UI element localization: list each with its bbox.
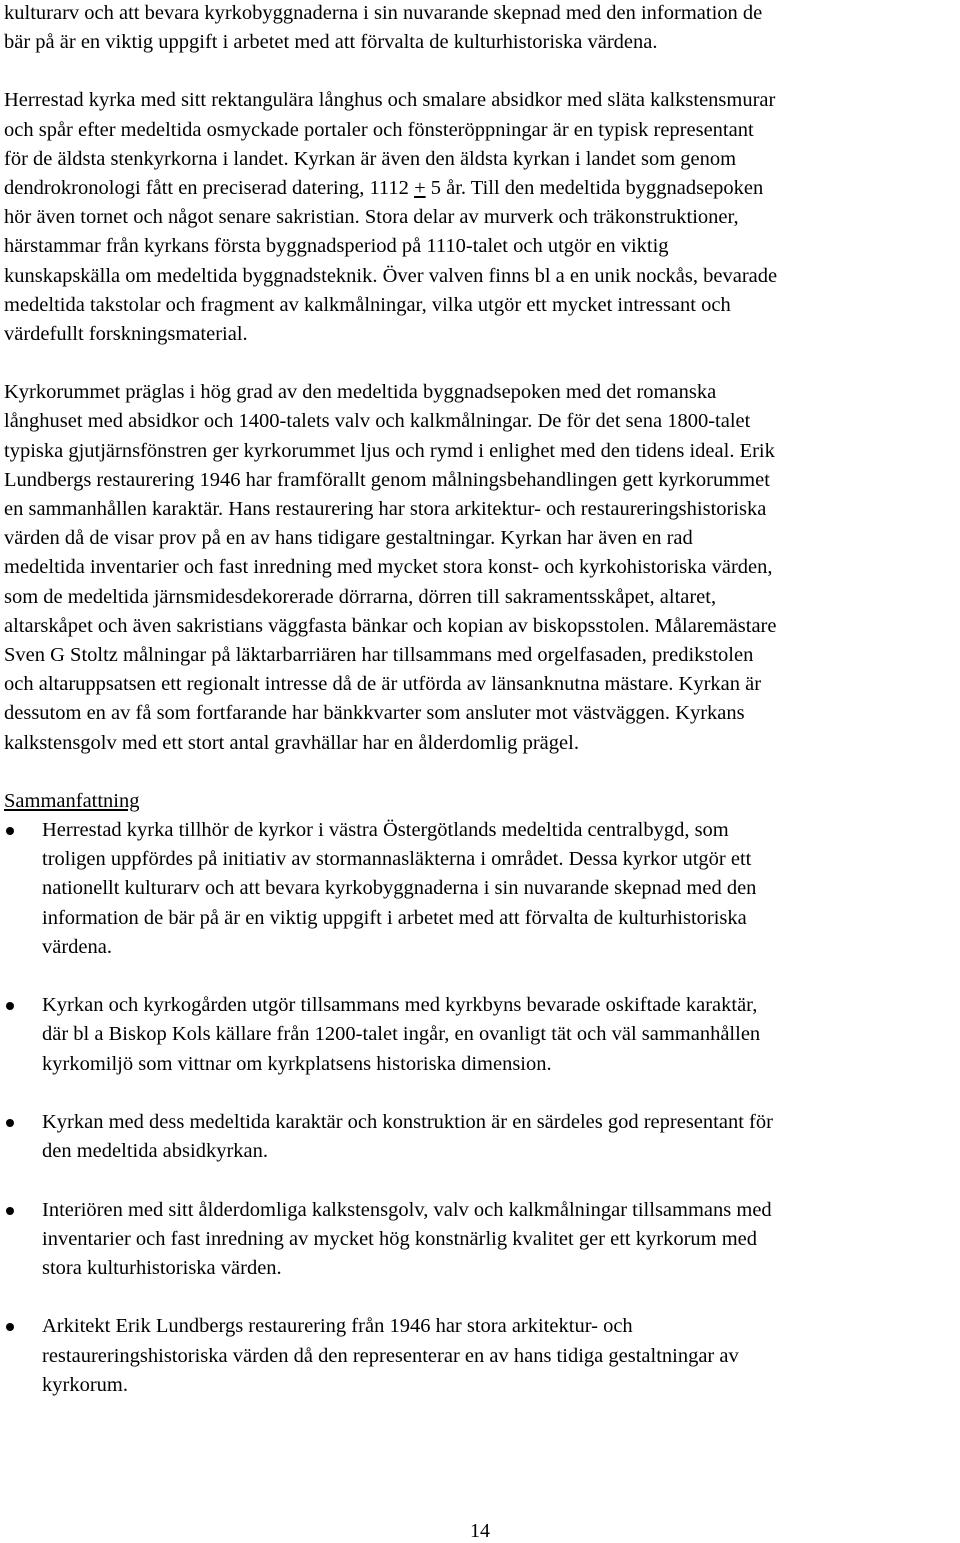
bullet-icon — [6, 1323, 14, 1331]
text-line: Herrestad kyrka med sitt rektangulära långhus och smalare absidkor med släta kalkstensmurar — [4, 89, 776, 112]
text-line: värdefullt forskningsmaterial. — [4, 323, 248, 346]
description-paragraph — [4, 86, 956, 349]
text-line: kalkstensgolv med ett stort antal gravhällar har en ålderdomlig prägel. — [4, 731, 579, 754]
text-line: medeltida takstolar och fragment av kalkmålningar, vilka utgör ett mycket intressant och — [4, 293, 731, 316]
text-line: hör även tornet och något senare sakristian. Stora delar av murverk och träkonstruktioner, — [4, 206, 739, 229]
text-line: Arkitekt Erik Lundbergs restaurering från 1946 har stora arkitektur- och — [42, 1315, 633, 1338]
text-line: Kyrkan och kyrkogården utgör tillsammans med kyrkbyns bevarade oskiftade karaktär, — [42, 994, 758, 1017]
text-line: för de äldsta stenkyrkorna i landet. Kyrkan är även den äldsta kyrkan i landet som genom — [4, 147, 737, 170]
text-line: Lundbergs restaurering 1946 har framförallt genom målningsbehandlingen gett kyrkorummet — [4, 468, 770, 491]
text-line: och altaruppsatsen ett regionalt intresse då de är utförda av länsanknutna mästare. Kyrkan är — [4, 673, 762, 696]
dating-line — [4, 174, 956, 203]
document-page — [4, 0, 956, 1400]
text-line: medeltida inventarier och fast inredning med mycket stora konst- och kyrkohistoriska värden, — [4, 556, 773, 579]
text-line: altarskåpet och även sakristians väggfasta bänkar och kopian av biskopsstolen. Målaremästare — [4, 614, 777, 637]
text-line: Herrestad kyrka tillhör de kyrkor i västra Östergötlands medeltida centralbygd, som — [42, 819, 729, 842]
bullet-icon — [6, 827, 14, 835]
text-line: långhuset med absidkor och 1400-talets valv och kalkmålningar. De för det sena 1800-talet — [4, 410, 751, 433]
text-line: Kyrkan med dess medeltida karaktär och konstruktion är en särdeles god representant för — [42, 1111, 773, 1134]
text-line: typiska gjutjärnsfönstren ger kyrkorummet ljus och rymd i enlighet med den tidens ideal. Erik — [4, 439, 775, 462]
bullet-icon — [6, 1207, 14, 1215]
text-line: dessutom en av få som fortfarande har bänkkvarter som ansluter mot västväggen. Kyrkans — [4, 702, 745, 725]
text-line: bär på är en viktig uppgift i arbetet med att förvalta de kulturhistoriska värdena. — [4, 31, 658, 54]
summary-item — [4, 816, 956, 962]
text-line: kyrkorum. — [42, 1373, 128, 1396]
text-line: värdena. — [42, 935, 112, 958]
text-line: inventarier och fast inredning av mycket hög konstnärlig kvalitet ger ett kyrkorum med — [42, 1227, 758, 1250]
text-line: nationellt kulturarv och att bevara kyrkobyggnaderna i sin nuvarande skepnad med den — [42, 877, 757, 900]
summary-item — [4, 1108, 956, 1166]
text-line: en sammanhållen karaktär. Hans restaurering har stora arkitektur- och restaureringshistoriska — [4, 498, 767, 521]
summary-item — [4, 1196, 956, 1284]
text-fragment: 5 år. Till den medeltida byggnadsepoken — [425, 177, 764, 200]
plus-minus-sign: + — [414, 177, 426, 200]
text-line: kyrkomiljö som vittnar om kyrkplatsens historiska dimension. — [42, 1052, 552, 1075]
text-line: information de bär på är en viktig uppgift i arbetet med att förvalta de kulturhistoriska — [42, 906, 747, 929]
text-line: Kyrkorummet präglas i hög grad av den medeltida byggnadsepoken med det romanska — [4, 381, 717, 404]
text-line: där bl a Biskop Kols källare från 1200-talet ingår, en ovanligt tät och väl sammanhållen — [42, 1023, 761, 1046]
text-line: stora kulturhistoriska värden. — [42, 1257, 282, 1280]
summary-heading: Sammanfattning — [4, 789, 140, 812]
text-fragment: dendrokronologi fått en preciserad datering, 1112 — [4, 177, 415, 200]
text-line: Sven G Stoltz målningar på läktarbarriären har tillsammans med orgelfasaden, predikstolen — [4, 644, 754, 667]
text-line: värden då de visar prov på en av hans tidigare gestaltningar. Kyrkan har även en rad — [4, 527, 693, 550]
text-line: troligen uppfördes på initiativ av stormannasläkterna i området. Dessa kyrkor utgör ett — [42, 848, 752, 871]
paragraph-gap — [4, 758, 956, 787]
paragraph-gap — [4, 57, 956, 86]
summary-item — [4, 991, 956, 1079]
interior-paragraph — [4, 378, 956, 758]
summary-item — [4, 1312, 956, 1400]
text-line: och spår efter medeltida osmyckade portaler och fönsteröppningar är en typisk representant — [4, 118, 754, 141]
paragraph-gap — [4, 349, 956, 378]
text-line: som de medeltida järnsmidesdekorerade dörrarna, dörren till sakramentsskåpet, altaret, — [4, 585, 717, 608]
page-number: 14 — [470, 1520, 490, 1542]
text-line: härstammar från kyrkans första byggnadsperiod på 1110-talet och utgör en viktig — [4, 235, 669, 258]
intro-paragraph — [4, 0, 956, 57]
bullet-icon — [6, 1002, 14, 1010]
text-line: Interiören med sitt ålderdomliga kalkstensgolv, valv och kalkmålningar tillsammans med — [42, 1198, 772, 1221]
summary-list — [4, 816, 956, 1400]
text-line: restaureringshistoriska värden då den representerar en av hans tidiga gestaltningar av — [42, 1344, 739, 1367]
text-line: kulturarv och att bevara kyrkobyggnaderna i sin nuvarande skepnad med den information de — [4, 2, 763, 24]
bullet-icon — [6, 1119, 14, 1127]
text-line: kunskapskälla om medeltida byggnadsteknik. Över valven finns bl a en unik nockås, bevarade — [4, 264, 778, 287]
text-line: den medeltida absidkyrkan. — [42, 1140, 269, 1163]
